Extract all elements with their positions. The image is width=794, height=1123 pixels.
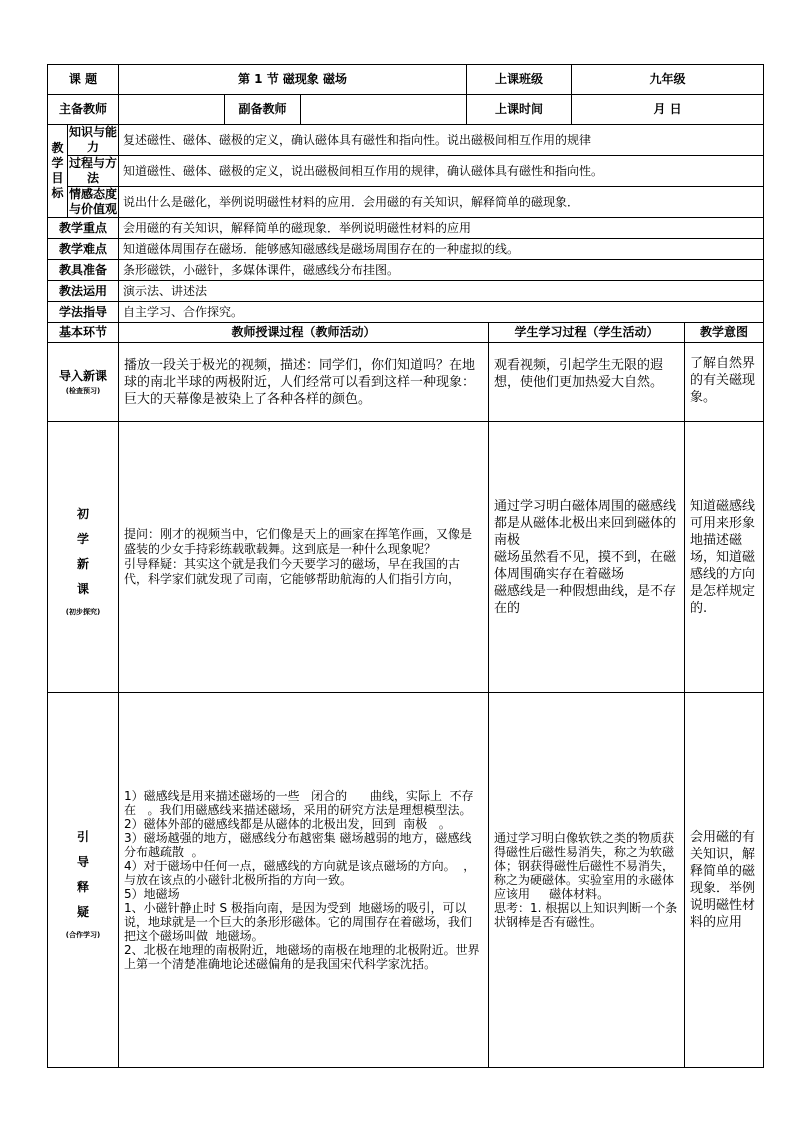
column-header-row	[48, 323, 764, 343]
objective-tag: 过程与方法	[69, 156, 118, 185]
objective-row-2	[48, 156, 764, 187]
main-teacher-value	[119, 95, 225, 125]
time-value: 月 日	[572, 95, 764, 125]
info-text: 自主学习、合作探究。	[119, 302, 764, 323]
main-teacher-label: 主备教师	[48, 95, 119, 125]
stage-row-intro	[48, 343, 764, 422]
assist-teacher-value	[301, 95, 467, 125]
objective-tag: 情感态度与价值观	[69, 187, 118, 216]
subject-value: 第 1 节 磁现象 磁场	[119, 65, 467, 95]
student-activity: 观看视频，引起学生无限的遐想，使他们更加热爱大自然。	[489, 343, 685, 422]
info-text: 演示法、讲述法	[119, 281, 764, 302]
stage-name: 引 导 释 疑 (合作学习)	[48, 693, 119, 1068]
stage-subtitle: (合作学习)	[65, 931, 101, 939]
col-student-header: 学生学习过程（学生活动）	[489, 323, 685, 343]
info-row	[48, 302, 764, 323]
objective-text: 说出什么是磁化，举例说明磁性材料的应用．会用磁的有关知识，解释简单的磁现象．	[119, 187, 764, 218]
stage-row-new-lesson	[48, 422, 764, 693]
info-row	[48, 260, 764, 281]
objective-text: 知道磁性、磁体、磁极的定义，说出磁极间相互作用的规律，确认磁体具有磁性和指向性。	[119, 156, 764, 187]
subject-label: 课 题	[48, 65, 119, 95]
lesson-plan-table	[47, 64, 764, 1068]
student-activity: 通过学习明白磁体周围的磁感线都是从磁体北极出来回到磁体的南极 磁场虽然看不见，摸不到，在磁体周围确实存在着磁场 磁感线是一种假想曲线，是不存在的	[489, 422, 685, 693]
info-row	[48, 218, 764, 239]
stage-title: 导入新课	[59, 368, 108, 383]
assist-teacher-label: 副备教师	[225, 95, 301, 125]
objectives-side-label: 教 学 目 标	[48, 125, 68, 218]
time-label: 上课时间	[467, 95, 572, 125]
stage-name	[48, 343, 119, 422]
info-text: 条形磁铁，小磁针，多媒体课件，磁感线分布挂图。	[119, 260, 764, 281]
info-text: 知道磁体周围存在磁场．能够感知磁感线是磁场周围存在的一种虚拟的线。	[119, 239, 764, 260]
stage-row-guided	[48, 693, 764, 1068]
col-teacher-header: 教师授课过程（教师活动）	[119, 323, 489, 343]
header-row-2	[48, 95, 764, 125]
class-value: 九年级	[572, 65, 764, 95]
info-row	[48, 239, 764, 260]
info-label: 教学难点	[48, 239, 119, 260]
header-row-1	[48, 65, 764, 95]
teaching-intent: 知道磁感线可用来形象地描述磁场，知道磁感线的方向是怎样规定的.	[685, 422, 764, 693]
teacher-activity: 提问：刚才的视频当中，它们像是天上的画家在挥笔作画，又像是盛装的少女手持彩练载歌载舞。这到底是一种什么现象呢？ 引导释疑：其实这个就是我们今天要学习的磁场，早在我国的古代，科学家们就发现了司南，它能够帮助航海的人们指引方向，	[119, 422, 489, 693]
objective-tag: 知识与能力	[69, 125, 118, 154]
teacher-activity: 播放一段关于极光的视频，描述：同学们，你们知道吗？在地球的南北半球的两极附近，人们经常可以看到这样一种现象：巨大的天幕像是被染上了各种各样的颜色。	[119, 343, 489, 422]
stage-subtitle: (检查预习)	[65, 386, 101, 395]
teaching-intent: 了解自然界的有关磁现象。	[685, 343, 764, 422]
info-label: 学法指导	[48, 302, 119, 323]
col-step-header: 基本环节	[48, 323, 119, 343]
col-intent-header: 教学意图	[685, 323, 764, 343]
info-row	[48, 281, 764, 302]
teaching-intent: 会用磁的有关知识，解释简单的磁现象．举例说明磁性材料的应用	[685, 693, 764, 1068]
stage-name: 初 学 新 课 (初步探究)	[48, 422, 119, 693]
stage-subtitle: (初步探究)	[65, 608, 101, 616]
objective-text: 复述磁性、磁体、磁极的定义，确认磁体具有磁性和指向性。说出磁极间相互作用的规律	[119, 125, 764, 156]
info-text: 会用磁的有关知识，解释简单的磁现象．举例说明磁性材料的应用	[119, 218, 764, 239]
info-label: 教学重点	[48, 218, 119, 239]
info-label: 教具准备	[48, 260, 119, 281]
student-activity: 通过学习明白像软铁之类的物质获得磁性后磁性易消失，称之为软磁体；钢获得磁性后磁性不易消失，称之为硬磁体。实验室用的永磁体应该用 磁体材料。 思考：1. 根据以上知识判断一个条状钢棒是否有磁性。	[489, 693, 685, 1068]
info-label: 教法运用	[48, 281, 119, 302]
objective-row-1	[48, 125, 764, 156]
teacher-activity: 1）磁感线是用来描述磁场的一些 闭合的 曲线，实际上 不存在 。我们用磁感线来描述磁场，采用的研究方法是理想模型法。 2）磁体外部的磁感线都是从磁体的北极出发，回到 南极 。 3）磁场越强的地方，磁感线分布越密集 磁场越弱的地方，磁感线分布越疏散 。 4）对于磁场中任何一点，磁感线的方向就是该点磁场的方向。 ，与放在该点的小磁针北极所指的方向一致。 5）地磁场 1、小磁针静止时 S 极指向南，是因为受到 地磁场的吸引，可以说，地球就是一个巨大的条形形磁体。它的周围存在着磁场，我们把这个磁场叫做 地磁场。 2、北极在地理的南极附近，地磁场的南极在地理的北极附近。世界上第一个清楚准确地论述磁偏角的是我国宋代科学家沈括。	[119, 693, 489, 1068]
objective-row-3	[48, 187, 764, 218]
class-label: 上课班级	[467, 65, 572, 95]
